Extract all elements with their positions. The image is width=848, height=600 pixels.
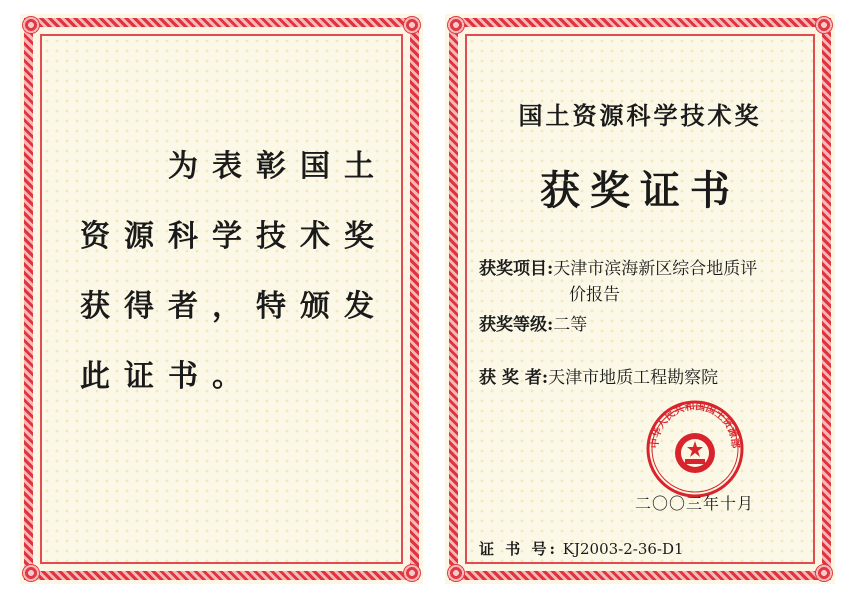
corner-ornament-icon <box>447 16 465 34</box>
presentation-line-2: 资源科学技术奖 <box>80 219 388 254</box>
cert-no-label: 证 书 号: <box>479 540 558 558</box>
certificate-number <box>479 538 684 559</box>
corner-ornament-icon <box>815 564 833 582</box>
corner-ornament-icon <box>403 16 421 34</box>
corner-ornament-icon <box>403 564 421 582</box>
grade-label: 获奖等级: <box>479 315 554 335</box>
winner-value: 天津市地质工程勘察院 <box>548 368 719 388</box>
presentation-line-3: 获得者，特颁发 <box>80 289 388 324</box>
certificate-right-page <box>445 14 835 584</box>
presentation-line-4: 此证书。 <box>80 359 256 394</box>
grade-field <box>479 310 587 335</box>
presentation-line-1: 为表彰国土 <box>168 149 388 184</box>
presentation-text <box>80 132 388 412</box>
issue-date: 二〇〇三年十月 <box>635 494 755 513</box>
corner-ornament-icon <box>22 564 40 582</box>
certificate-left-page <box>20 14 423 584</box>
seal-text: 中华人民共和国国土资源部 <box>649 401 741 449</box>
certificate-heading: 获奖证书 <box>540 167 740 214</box>
project-field <box>479 254 758 305</box>
corner-ornament-icon <box>447 564 465 582</box>
corner-ornament-icon <box>22 16 40 34</box>
award-name: 国土资源科学技术奖 <box>518 101 762 130</box>
winner-field <box>479 363 718 388</box>
project-value-line-2: 价报告 <box>569 285 620 305</box>
official-seal-icon <box>645 399 745 499</box>
winner-label: 获 奖 者: <box>479 368 549 388</box>
grade-value: 二等 <box>553 315 588 335</box>
project-value-line-1: 天津市滨海新区综合地质评 <box>553 259 758 279</box>
project-label: 获奖项目: <box>479 259 554 279</box>
cert-no-value: KJ2003-2-36-D1 <box>562 540 684 558</box>
corner-ornament-icon <box>815 16 833 34</box>
